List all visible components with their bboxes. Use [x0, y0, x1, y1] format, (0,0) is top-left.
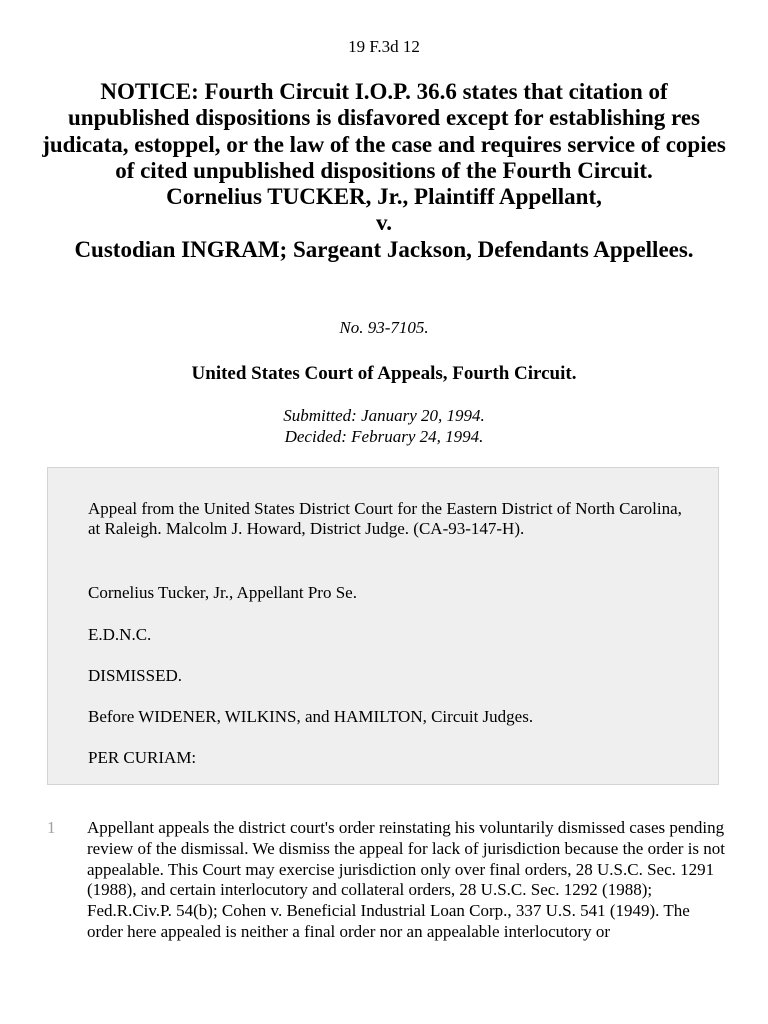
notice-text: NOTICE: Fourth Circuit I.O.P. 36.6 states that citation of unpublished dispositions is disfavored except for establishing res judicata, estoppel, or the law of the case and requires service of copies of cited unpublished dispositions of the Fourth Circuit. — [42, 79, 726, 183]
judges-text: Before WIDENER, WILKINS, and HAMILTON, Circuit Judges. — [88, 707, 534, 726]
case-citation: 19 F.3d 12 — [348, 37, 420, 56]
versus-line: v. — [376, 210, 392, 236]
case-heading — [40, 79, 728, 263]
appeal-from-text: Appeal from the United States District Court for the Eastern District of North Carolina, at Raleigh. Malcolm J. Howard, District Judge. (CA-93-147-H). — [88, 499, 682, 538]
docket-number: No. 93-7105. — [339, 318, 429, 337]
defendants-line: Custodian INGRAM; Sargeant Jackson, Defendants Appellees. — [74, 236, 694, 262]
counsel-text: Cornelius Tucker, Jr., Appellant Pro Se. — [88, 583, 357, 602]
submitted-date: Submitted: January 20, 1994. — [283, 406, 485, 425]
decided-date: Decided: February 24, 1994. — [284, 426, 484, 446]
case-dates — [0, 406, 768, 447]
plaintiff-line: Cornelius TUCKER, Jr., Plaintiff Appellant, — [166, 184, 602, 210]
case-summary-box — [47, 467, 719, 785]
per-curiam-text: PER CURIAM: — [88, 748, 197, 767]
district-text: E.D.N.C. — [88, 625, 152, 644]
court-name: United States Court of Appeals, Fourth Circuit. — [191, 363, 577, 384]
disposition-text: DISMISSED. — [88, 666, 182, 685]
paragraph-number: 1 — [47, 818, 56, 837]
paragraph-text: Appellant appeals the district court's order reinstating his voluntarily dismissed cases pending review of the dismissal. We dismiss the appeal for lack of jurisdiction because the order is not appealable. This Court may exercise jurisdiction only over final orders, 28 U.S.C. Sec. 1291 (1988), and certain interlocutory and collateral orders, 28 U.S.C. Sec. 1292 (1988); Fed.R.Civ.P. 54(b); Cohen v. Beneficial Industrial Loan Corp., 337 U.S. 541 (1949). The order here appealed is neither a final order nor an appealable interlocutory or — [87, 818, 726, 941]
